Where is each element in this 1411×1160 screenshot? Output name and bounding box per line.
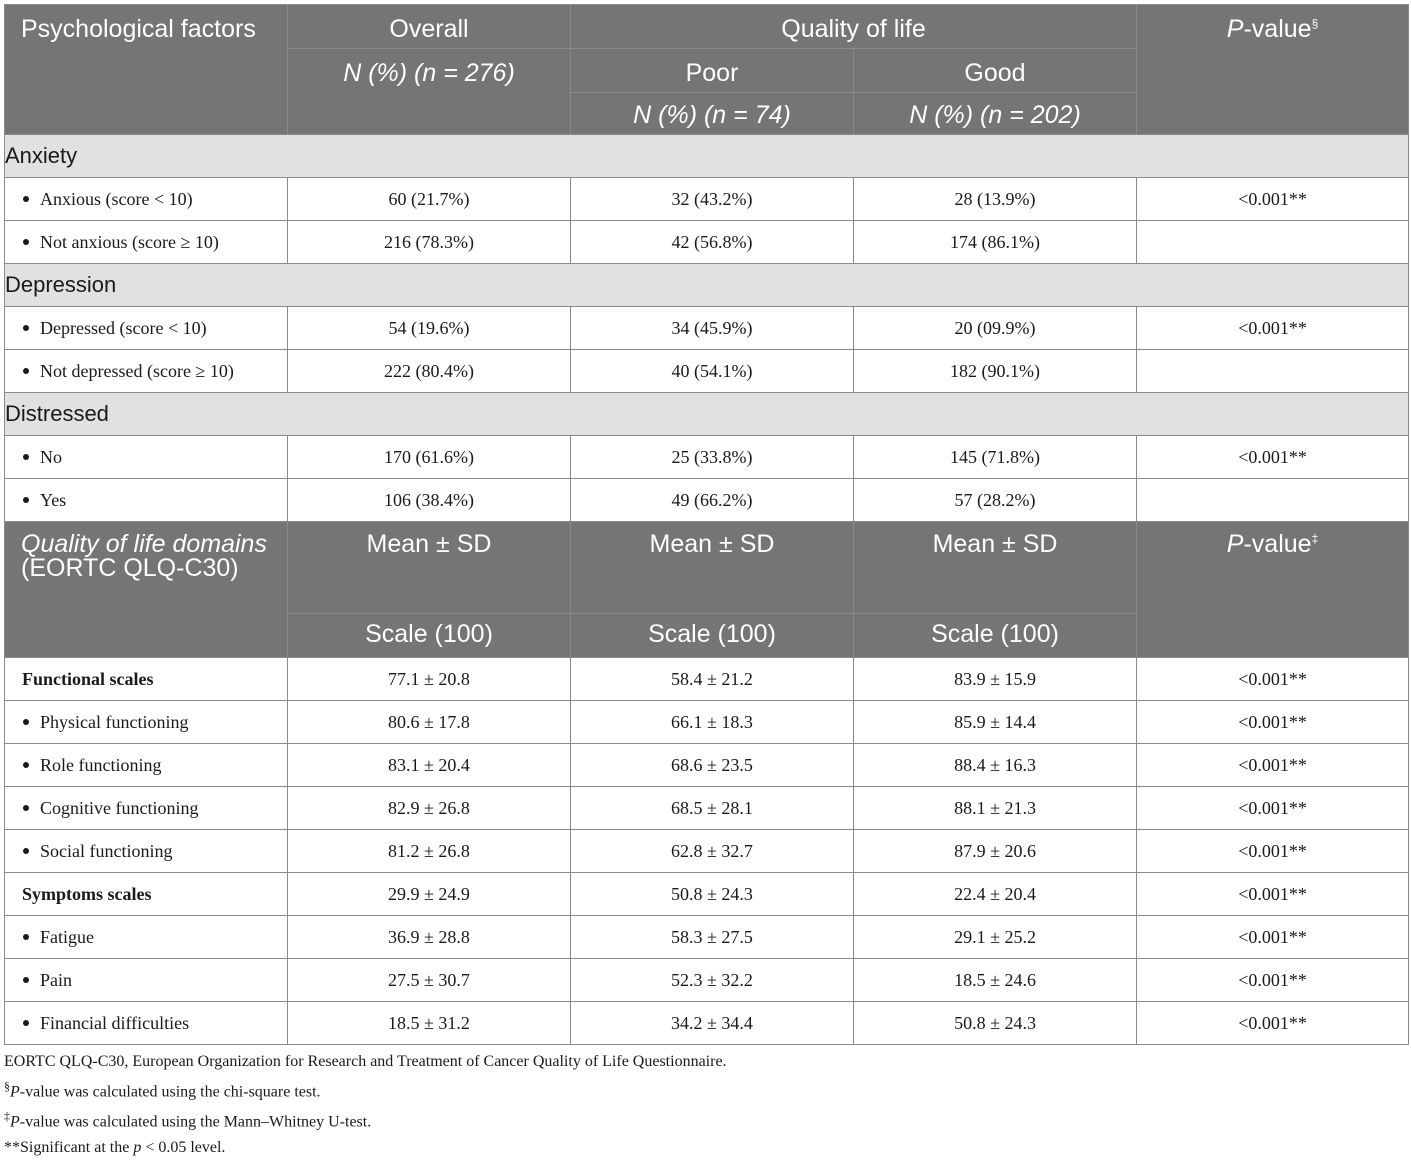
row-label bbox=[5, 178, 288, 221]
cell-overall: 80.6 ± 17.8 bbox=[288, 701, 571, 744]
header-qol-domains bbox=[5, 522, 288, 658]
cell-overall: 81.2 ± 26.8 bbox=[288, 830, 571, 873]
table-row bbox=[5, 350, 1409, 393]
cell-good: 28 (13.9%) bbox=[854, 178, 1137, 221]
header-poor: Poor bbox=[571, 49, 854, 93]
cell-overall: 216 (78.3%) bbox=[288, 221, 571, 264]
row-label-text: Depressed (score < 10) bbox=[40, 317, 207, 338]
table-row bbox=[5, 830, 1409, 873]
cell-p bbox=[1137, 350, 1409, 393]
bullet-icon bbox=[23, 977, 29, 983]
row-label bbox=[5, 479, 288, 522]
row-label bbox=[5, 1002, 288, 1045]
row-label-text: Fatigue bbox=[40, 926, 94, 947]
row-label bbox=[5, 350, 288, 393]
header2-pvalue: P-value‡ bbox=[1137, 522, 1409, 658]
cell-good: 83.9 ± 15.9 bbox=[854, 658, 1137, 701]
cell-good: 88.4 ± 16.3 bbox=[854, 744, 1137, 787]
table-row bbox=[5, 307, 1409, 350]
cell-poor: 42 (56.8%) bbox=[571, 221, 854, 264]
cell-overall: 54 (19.6%) bbox=[288, 307, 571, 350]
row-label-text: Functional scales bbox=[22, 668, 154, 689]
cell-p: <0.001** bbox=[1137, 959, 1409, 1002]
cell-p: <0.001** bbox=[1137, 744, 1409, 787]
cell-p: <0.001** bbox=[1137, 436, 1409, 479]
cell-good: 182 (90.1%) bbox=[854, 350, 1137, 393]
row-label-text: Anxious (score < 10) bbox=[40, 188, 193, 209]
bullet-icon bbox=[23, 239, 29, 245]
cell-overall: 82.9 ± 26.8 bbox=[288, 787, 571, 830]
table-row bbox=[5, 701, 1409, 744]
section-title: Anxiety bbox=[5, 135, 1409, 178]
cell-poor: 34 (45.9%) bbox=[571, 307, 854, 350]
row-label-text: Pain bbox=[40, 969, 73, 990]
footnote-abbrev: EORTC QLQ-C30, European Organization for Research and Treatment of Cancer Quality of Life Questionnaire. bbox=[4, 1053, 727, 1070]
footnotes bbox=[4, 1049, 727, 1160]
cell-overall: 29.9 ± 24.9 bbox=[288, 873, 571, 916]
cell-overall: 170 (61.6%) bbox=[288, 436, 571, 479]
header-mean-sd-good: Mean ± SD bbox=[854, 522, 1137, 614]
header-mean-sd-poor: Mean ± SD bbox=[571, 522, 854, 614]
cell-poor: 32 (43.2%) bbox=[571, 178, 854, 221]
table-row bbox=[5, 221, 1409, 264]
header-psych-factors: Psychological factors bbox=[5, 5, 288, 135]
bullet-icon bbox=[23, 1020, 29, 1026]
row-label-text: Symptoms scales bbox=[22, 883, 152, 904]
cell-overall: 18.5 ± 31.2 bbox=[288, 1002, 571, 1045]
cell-good: 29.1 ± 25.2 bbox=[854, 916, 1137, 959]
table-row bbox=[5, 744, 1409, 787]
section-title: Distressed bbox=[5, 393, 1409, 436]
header-overall: Overall bbox=[288, 5, 571, 49]
row-label bbox=[5, 701, 288, 744]
header2-row bbox=[5, 522, 1409, 614]
results-table bbox=[4, 4, 1409, 1045]
header-good-n: N (%) (n = 202) bbox=[854, 93, 1137, 135]
row-label bbox=[5, 658, 288, 701]
bullet-icon bbox=[23, 848, 29, 854]
cell-overall: 83.1 ± 20.4 bbox=[288, 744, 571, 787]
header-qol-domains-rest: (EORTC QLQ-C30) bbox=[21, 554, 239, 582]
cell-p: <0.001** bbox=[1137, 178, 1409, 221]
row-label bbox=[5, 916, 288, 959]
cell-overall: 27.5 ± 30.7 bbox=[288, 959, 571, 1002]
table-row bbox=[5, 658, 1409, 701]
cell-p: <0.001** bbox=[1137, 701, 1409, 744]
cell-p: <0.001** bbox=[1137, 873, 1409, 916]
cell-p: <0.001** bbox=[1137, 916, 1409, 959]
row-label bbox=[5, 787, 288, 830]
header-mean-sd-overall: Mean ± SD bbox=[288, 522, 571, 614]
cell-poor: 52.3 ± 32.2 bbox=[571, 959, 854, 1002]
row-label bbox=[5, 873, 288, 916]
row-label-text: Social functioning bbox=[40, 840, 173, 861]
table-row bbox=[5, 873, 1409, 916]
cell-poor: 58.4 ± 21.2 bbox=[571, 658, 854, 701]
cell-poor: 49 (66.2%) bbox=[571, 479, 854, 522]
row-label-text: Physical functioning bbox=[40, 711, 189, 732]
cell-poor: 68.5 ± 28.1 bbox=[571, 787, 854, 830]
bullet-icon bbox=[23, 719, 29, 725]
cell-good: 145 (71.8%) bbox=[854, 436, 1137, 479]
footnote-mann-whitney: ‡P-value was calculated using the Mann–Whitney U-test. bbox=[4, 1109, 372, 1131]
row-label-text: Not depressed (score ≥ 10) bbox=[40, 360, 234, 381]
footnote-significance: **Significant at the p < 0.05 level. bbox=[4, 1138, 226, 1156]
cell-p: <0.001** bbox=[1137, 658, 1409, 701]
cell-p: <0.001** bbox=[1137, 1002, 1409, 1045]
section-row bbox=[5, 264, 1409, 307]
cell-poor: 25 (33.8%) bbox=[571, 436, 854, 479]
bullet-icon bbox=[23, 805, 29, 811]
cell-p: <0.001** bbox=[1137, 787, 1409, 830]
row-label-text: Not anxious (score ≥ 10) bbox=[40, 231, 219, 252]
table-row bbox=[5, 916, 1409, 959]
row-label bbox=[5, 830, 288, 873]
section-row bbox=[5, 393, 1409, 436]
header-scale-good: Scale (100) bbox=[854, 614, 1137, 658]
cell-good: 57 (28.2%) bbox=[854, 479, 1137, 522]
header-overall-n: N (%) (n = 276) bbox=[288, 49, 571, 135]
cell-poor: 58.3 ± 27.5 bbox=[571, 916, 854, 959]
cell-overall: 60 (21.7%) bbox=[288, 178, 571, 221]
row-label-text: Financial difficulties bbox=[40, 1012, 190, 1033]
header-scale-poor: Scale (100) bbox=[571, 614, 854, 658]
cell-p bbox=[1137, 221, 1409, 264]
header-pvalue: P-value§ bbox=[1137, 5, 1409, 135]
cell-good: 85.9 ± 14.4 bbox=[854, 701, 1137, 744]
header-qol-domains-italic: Quality of life domains bbox=[21, 530, 267, 558]
cell-poor: 66.1 ± 18.3 bbox=[571, 701, 854, 744]
bullet-icon bbox=[23, 762, 29, 768]
header-poor-n: N (%) (n = 74) bbox=[571, 93, 854, 135]
row-label bbox=[5, 744, 288, 787]
section-title: Depression bbox=[5, 264, 1409, 307]
bullet-icon bbox=[23, 497, 29, 503]
footnote-chi-square: §P-value was calculated using the chi-square test. bbox=[4, 1079, 321, 1101]
cell-poor: 62.8 ± 32.7 bbox=[571, 830, 854, 873]
cell-p: <0.001** bbox=[1137, 307, 1409, 350]
cell-overall: 36.9 ± 28.8 bbox=[288, 916, 571, 959]
bullet-icon bbox=[23, 196, 29, 202]
cell-good: 87.9 ± 20.6 bbox=[854, 830, 1137, 873]
cell-poor: 40 (54.1%) bbox=[571, 350, 854, 393]
row-label bbox=[5, 307, 288, 350]
cell-overall: 77.1 ± 20.8 bbox=[288, 658, 571, 701]
cell-good: 50.8 ± 24.3 bbox=[854, 1002, 1137, 1045]
cell-good: 18.5 ± 24.6 bbox=[854, 959, 1137, 1002]
row-label bbox=[5, 221, 288, 264]
cell-overall: 106 (38.4%) bbox=[288, 479, 571, 522]
header-quality-of-life: Quality of life bbox=[571, 5, 1137, 49]
cell-good: 22.4 ± 20.4 bbox=[854, 873, 1137, 916]
row-label-text: Yes bbox=[40, 489, 67, 510]
cell-overall: 222 (80.4%) bbox=[288, 350, 571, 393]
table-row bbox=[5, 959, 1409, 1002]
table-row bbox=[5, 178, 1409, 221]
row-label bbox=[5, 959, 288, 1002]
bullet-icon bbox=[23, 934, 29, 940]
cell-poor: 68.6 ± 23.5 bbox=[571, 744, 854, 787]
cell-poor: 34.2 ± 34.4 bbox=[571, 1002, 854, 1045]
bullet-icon bbox=[23, 454, 29, 460]
cell-poor: 50.8 ± 24.3 bbox=[571, 873, 854, 916]
cell-good: 88.1 ± 21.3 bbox=[854, 787, 1137, 830]
cell-good: 174 (86.1%) bbox=[854, 221, 1137, 264]
row-label-text: No bbox=[40, 446, 62, 467]
table-row bbox=[5, 787, 1409, 830]
row-label-text: Role functioning bbox=[40, 754, 162, 775]
row-label bbox=[5, 436, 288, 479]
header-scale-overall: Scale (100) bbox=[288, 614, 571, 658]
bullet-icon bbox=[23, 368, 29, 374]
header-good: Good bbox=[854, 49, 1137, 93]
cell-p bbox=[1137, 479, 1409, 522]
table-row bbox=[5, 1002, 1409, 1045]
row-label-text: Cognitive functioning bbox=[40, 797, 199, 818]
section-row bbox=[5, 135, 1409, 178]
bullet-icon bbox=[23, 325, 29, 331]
table-row bbox=[5, 436, 1409, 479]
table-row bbox=[5, 479, 1409, 522]
cell-p: <0.001** bbox=[1137, 830, 1409, 873]
cell-good: 20 (09.9%) bbox=[854, 307, 1137, 350]
